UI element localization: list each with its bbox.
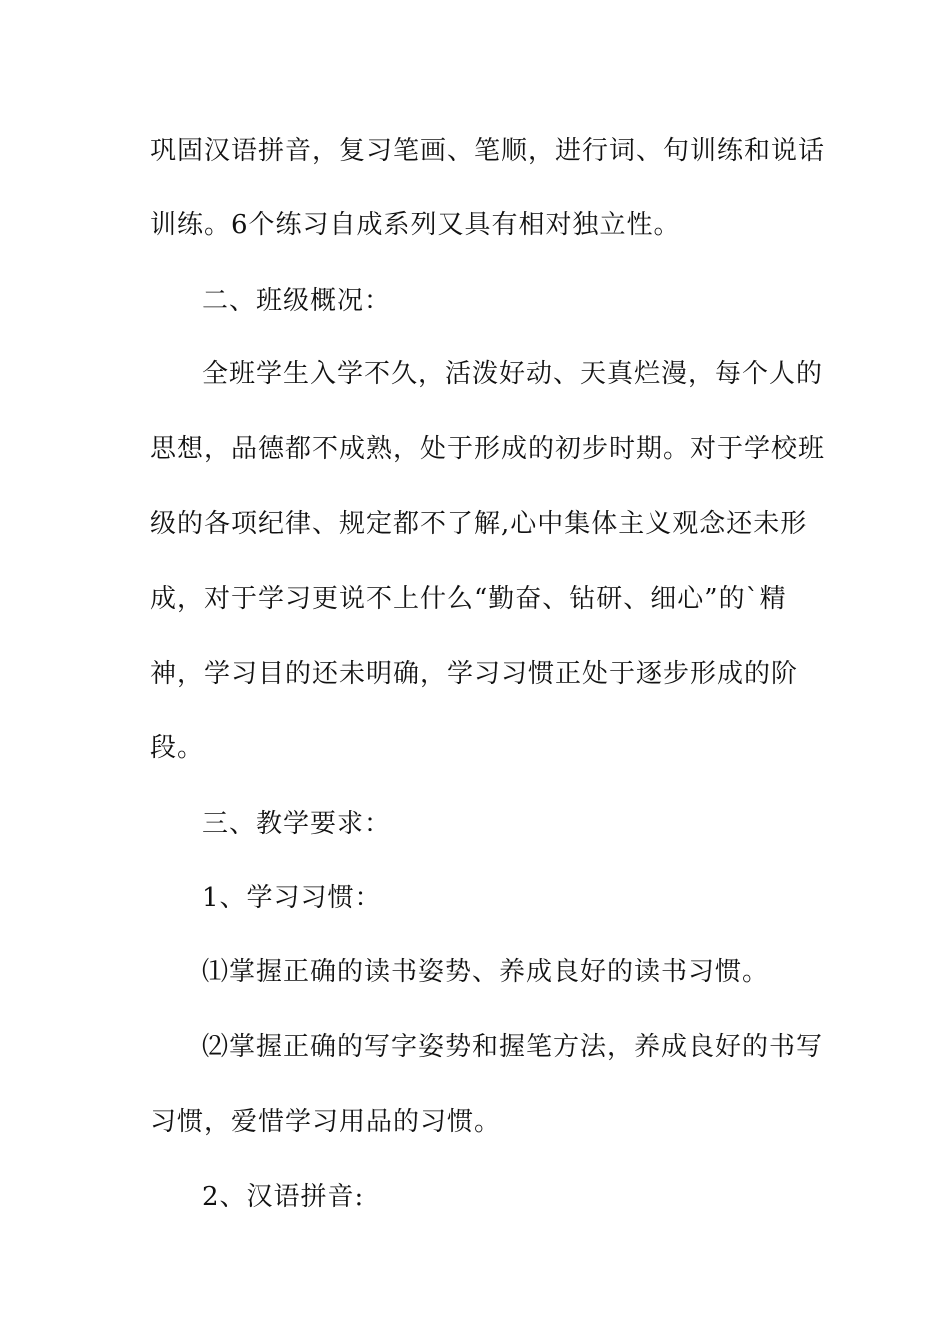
section-heading: 二、班级概况： (202, 286, 392, 316)
paragraph-line: 段。 (150, 733, 205, 763)
list-item: ⑵掌握正确的写字姿势和握笔方法，养成良好的书写 (202, 1032, 824, 1062)
paragraph-line: 思想，品德都不成熟，处于形成的初步时期。对于学校班 (150, 434, 826, 464)
paragraph-line: 巩固汉语拼音，复习笔画、笔顺，进行词、句训练和说话 (150, 136, 826, 166)
paragraph-line: 级的各项纪律、规定都不了解,心中集体主义观念还未形 (150, 509, 808, 539)
paragraph-line: 成，对于学习更说不上什么“勤奋、钻研、细心”的`精 (150, 584, 787, 614)
section-heading: 三、教学要求： (202, 809, 392, 839)
paragraph-line: 神，学习目的还未明确，学习习惯正处于逐步形成的阶 (150, 659, 799, 689)
paragraph-line: 训练。6个练习自成系列又具有相对独立性。 (150, 210, 681, 240)
list-item: ⑴掌握正确的读书姿势、养成良好的读书习惯。 (202, 957, 770, 987)
paragraph-line: 全班学生入学不久，活泼好动、天真烂漫，每个人的 (202, 359, 824, 389)
subsection-heading: 1、学习习惯： (202, 883, 382, 913)
subsection-heading: 2、汉语拼音: (202, 1182, 365, 1212)
paragraph-line: 习惯，爱惜学习用品的习惯。 (150, 1107, 502, 1137)
